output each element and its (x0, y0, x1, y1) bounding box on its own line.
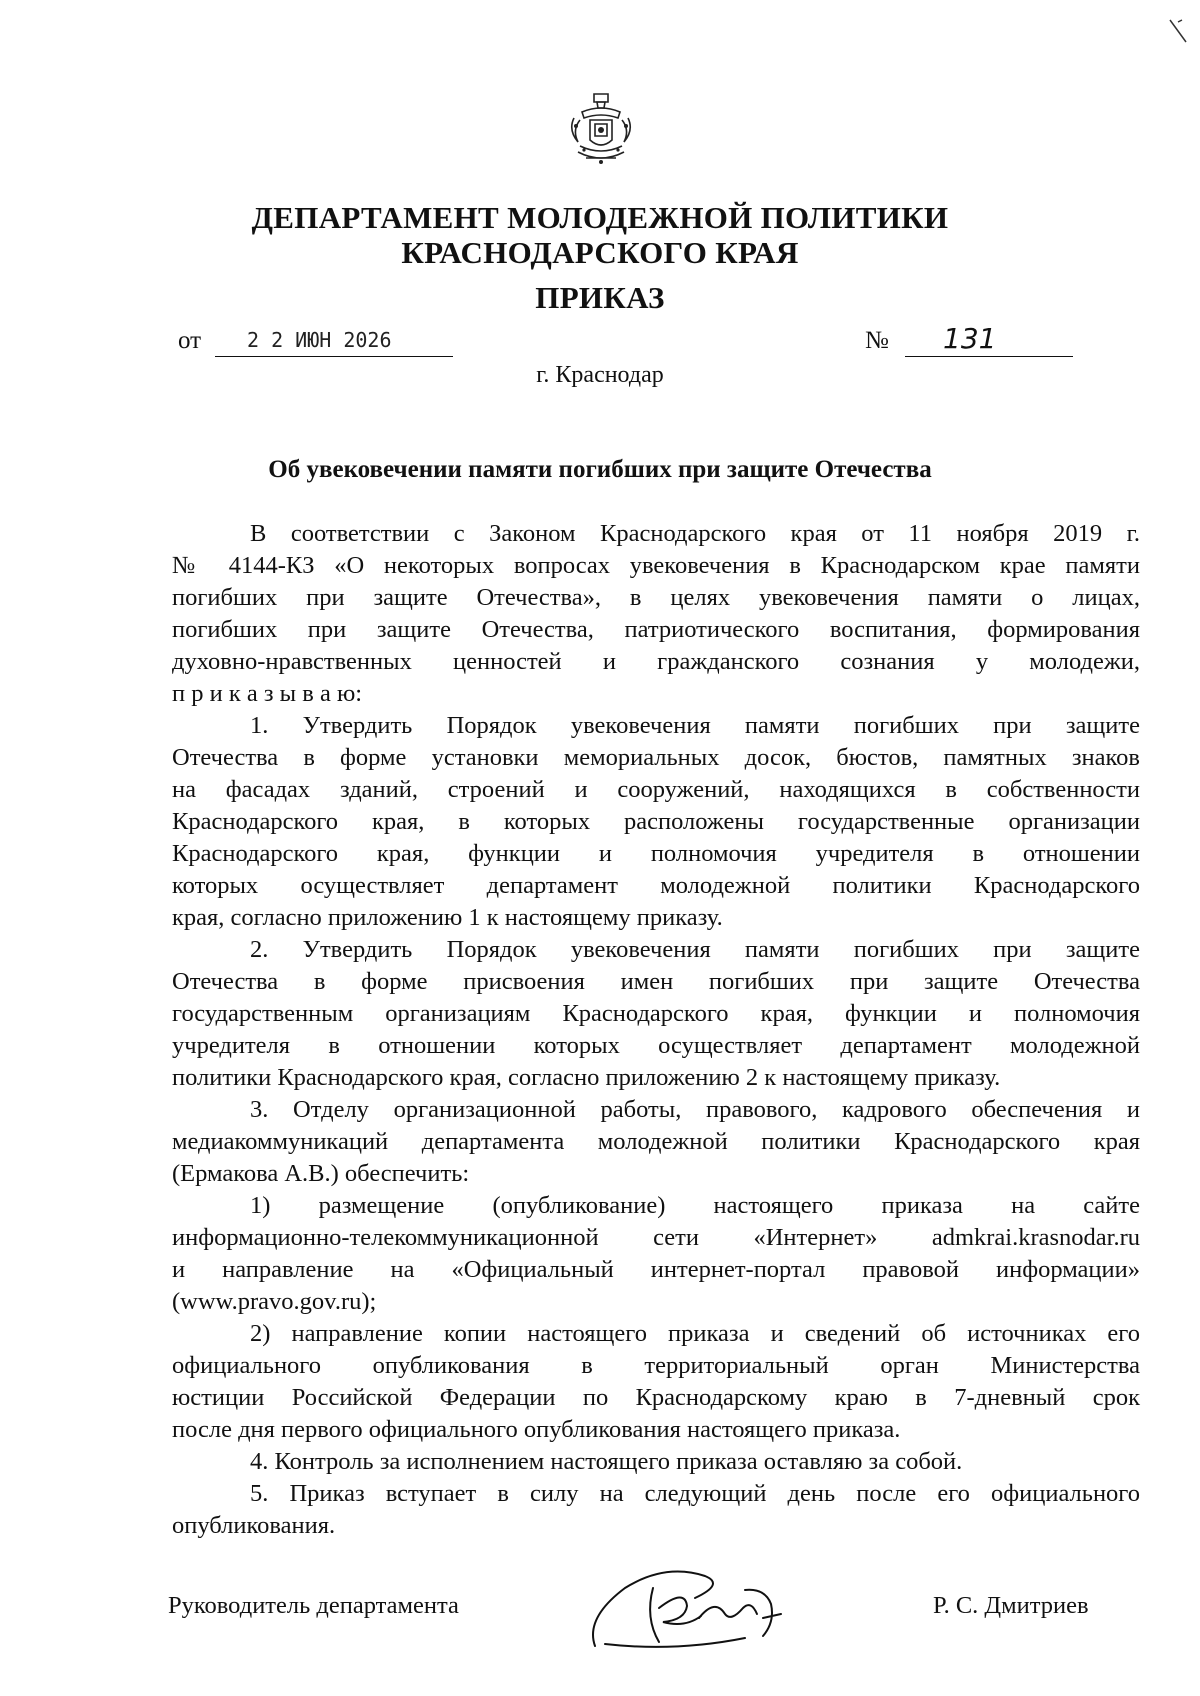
date-prefix: от (178, 327, 202, 354)
item-3-line: медиакоммуникаций департамента молодежной политики Краснодарского края (172, 1128, 1140, 1155)
subitem-2-line: официального опубликования в территориальный орган Министерства (172, 1352, 1140, 1379)
item-5-line: 5. Приказ вступает в силу на следующий день после его официального (250, 1480, 1140, 1507)
org-name-line2: КРАСНОДАРСКОГО КРАЯ (401, 235, 799, 270)
subitem-1-line: (www.pravo.gov.ru); (172, 1288, 377, 1315)
corner-scan-mark (1168, 18, 1188, 49)
item-2-line: учредителя в отношении которых осуществляет департамент молодежной (172, 1032, 1140, 1059)
item-2-line: Отечества в форме присвоения имен погибших при защите Отечества (172, 968, 1140, 995)
number-prefix: № (865, 327, 889, 354)
item-1-line: которых осуществляет департамент молодежной политики Краснодарского (172, 872, 1140, 899)
handwritten-signature (575, 1558, 815, 1658)
org-name-line1: ДЕПАРТАМЕНТ МОЛОДЕЖНОЙ ПОЛИТИКИ (251, 200, 949, 235)
item-1-line: Краснодарского края, в которых расположены государственные организации (172, 808, 1140, 835)
item-4-line: 4. Контроль за исполнением настоящего приказа оставляю за собой. (250, 1448, 963, 1475)
date-field (215, 326, 453, 357)
coat-of-arms-emblem (560, 90, 642, 170)
subitem-2-line: юстиции Российской Федерации по Краснодарскому краю в 7-дневный срок (172, 1384, 1140, 1411)
subitem-2-line: после дня первого официального опубликования настоящего приказа. (172, 1416, 901, 1443)
subitem-2-line: 2) направление копии настоящего приказа и сведений об источниках его (250, 1320, 1140, 1347)
document-title: Об увековечении памяти погибших при защите Отечества (268, 456, 932, 483)
item-5-paragraph (172, 1478, 1140, 1542)
subitem-1-line: 1) размещение (опубликование) настоящего приказа на сайте (250, 1192, 1140, 1219)
city-label: г. Краснодар (536, 362, 664, 388)
number-handwritten-value: 131 (943, 322, 997, 355)
preamble-line: погибших при защите Отечества», в целях увековечения памяти о лицах, (172, 584, 1140, 611)
item-1-paragraph (172, 710, 1140, 934)
subitem-1-paragraph (172, 1190, 1140, 1318)
item-4-paragraph (172, 1446, 1140, 1478)
subitem-1-line: и направление на «Официальный интернет-портал правовой информации» (172, 1256, 1140, 1283)
item-5-line: опубликования. (172, 1512, 336, 1539)
doc-type-heading: ПРИКАЗ (535, 280, 665, 315)
item-1-line: края, согласно приложению 1 к настоящему приказу. (172, 904, 723, 931)
item-2-line: 2. Утвердить Порядок увековечения памяти погибших при защите (250, 936, 1140, 963)
item-1-line: Краснодарского края, функции и полномочия учредителя в отношении (172, 840, 1140, 867)
item-2-paragraph (172, 934, 1140, 1094)
preamble-line: духовно-нравственных ценностей и гражданского сознания у молодежи, (172, 648, 1140, 675)
date-stamp-value: 2 2 ИЮН 2026 (247, 328, 392, 352)
item-3-line: (Ермакова А.В.) обеспечить: (172, 1160, 470, 1187)
item-1-line: 1. Утвердить Порядок увековечения памяти погибших при защите (250, 712, 1140, 739)
item-3-line: 3. Отделу организационной работы, правового, кадрового обеспечения и (250, 1096, 1140, 1123)
subitem-1-line: информационно-телекоммуникационной сети «Интернет» admkrai.krasnodar.ru (172, 1224, 1140, 1251)
number-field (905, 322, 1073, 357)
preamble-paragraph (172, 518, 1140, 710)
preamble-line: № 4144-КЗ «О некоторых вопросах увековечения в Краснодарском крае памяти (172, 552, 1140, 579)
item-3-paragraph (172, 1094, 1140, 1190)
item-2-line: государственным организациям Краснодарского края, функции и полномочия (172, 1000, 1140, 1027)
preamble-line: В соответствии с Законом Краснодарского края от 11 ноября 2019 г. (250, 520, 1140, 547)
preamble-line: п р и к а з ы в а ю: (172, 680, 363, 707)
item-1-line: на фасадах зданий, строений и сооружений, находящихся в собственности (172, 776, 1140, 803)
subitem-2-paragraph (172, 1318, 1140, 1446)
signatory-position: Руководитель департамента (168, 1592, 459, 1619)
preamble-line: погибших при защите Отечества, патриотического воспитания, формирования (172, 616, 1140, 643)
signatory-name: Р. С. Дмитриев (933, 1592, 1089, 1619)
item-1-line: Отечества в форме установки мемориальных досок, бюстов, памятных знаков (172, 744, 1140, 771)
item-2-line: политики Краснодарского края, согласно приложению 2 к настоящему приказу. (172, 1064, 1001, 1091)
